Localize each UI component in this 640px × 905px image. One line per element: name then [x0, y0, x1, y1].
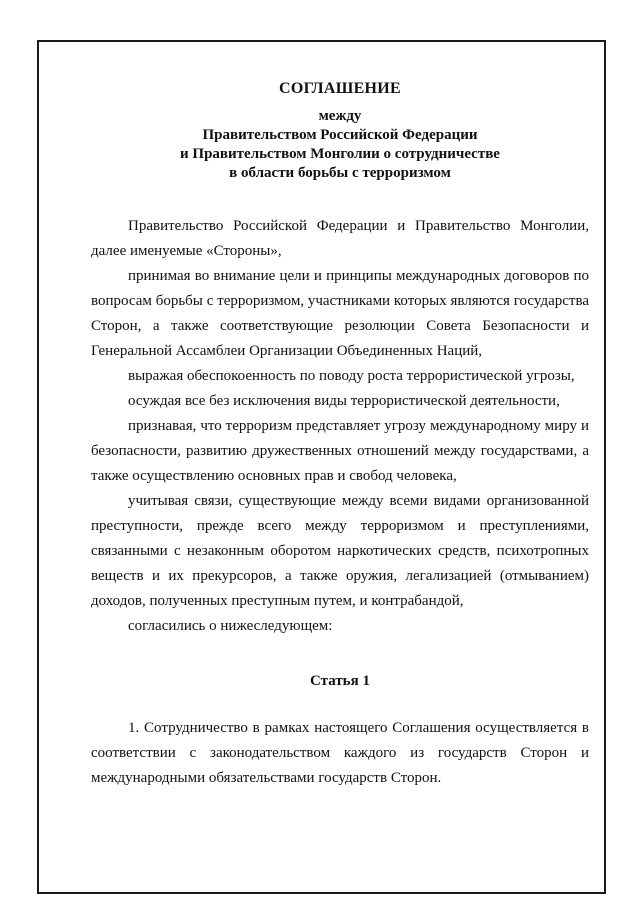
subtitle-line: в области борьбы с терроризмом [229, 165, 451, 181]
preamble-paragraph: согласились о нижеследующем: [128, 618, 333, 634]
article-body [91, 716, 589, 791]
article-heading: Статья 1 [310, 673, 370, 689]
document-header [91, 79, 589, 183]
preamble-paragraph: осуждая все без исключения виды террористической деятельности, [128, 393, 560, 409]
preamble-paragraph: Правительство Российской Федерации и Правительство Монголии, далее именуемые «Стороны», [91, 218, 589, 259]
preamble-paragraph: признавая, что терроризм представляет угрозу международному миру и безопасности, развитию дружественных отношений между государствами, а также осуществлению основных прав и свобод человека, [91, 418, 589, 484]
preamble-paragraph: принимая во внимание цели и принципы международных договоров по вопросам борьбы с терроризмом, участниками которых являются государства Сторон, а также соответствующие резолюции Совета Безопасности и Генеральной Ассамблеи Организации Объединенных Наций, [91, 268, 589, 359]
subtitle-line: Правительством Российской Федерации [202, 127, 478, 143]
document-title: СОГЛАШЕНИЕ [278, 80, 402, 97]
preamble-paragraph: выражая обеспокоенность по поводу роста террористической угрозы, [128, 368, 575, 384]
preamble [91, 214, 589, 639]
article-paragraph: 1. Сотрудничество в рамках настоящего Соглашения осуществляется в соответствии с законодательством каждого из государств Сторон и международными обязательствами государств Сторон. [91, 720, 589, 786]
subtitle-line: и Правительством Монголии о сотрудничестве [180, 146, 500, 162]
preamble-paragraph: учитывая связи, существующие между всеми видами организованной преступности, прежде всего между терроризмом и преступлениями, связанными с незаконным оборотом наркотических средств, психотропных веществ и их прекурсоров, а также оружия, легализацией (отмыванием) доходов, полученных преступным путем, и контрабандой, [91, 493, 589, 609]
subtitle-line: между [318, 108, 362, 124]
agreement-document [91, 79, 589, 791]
